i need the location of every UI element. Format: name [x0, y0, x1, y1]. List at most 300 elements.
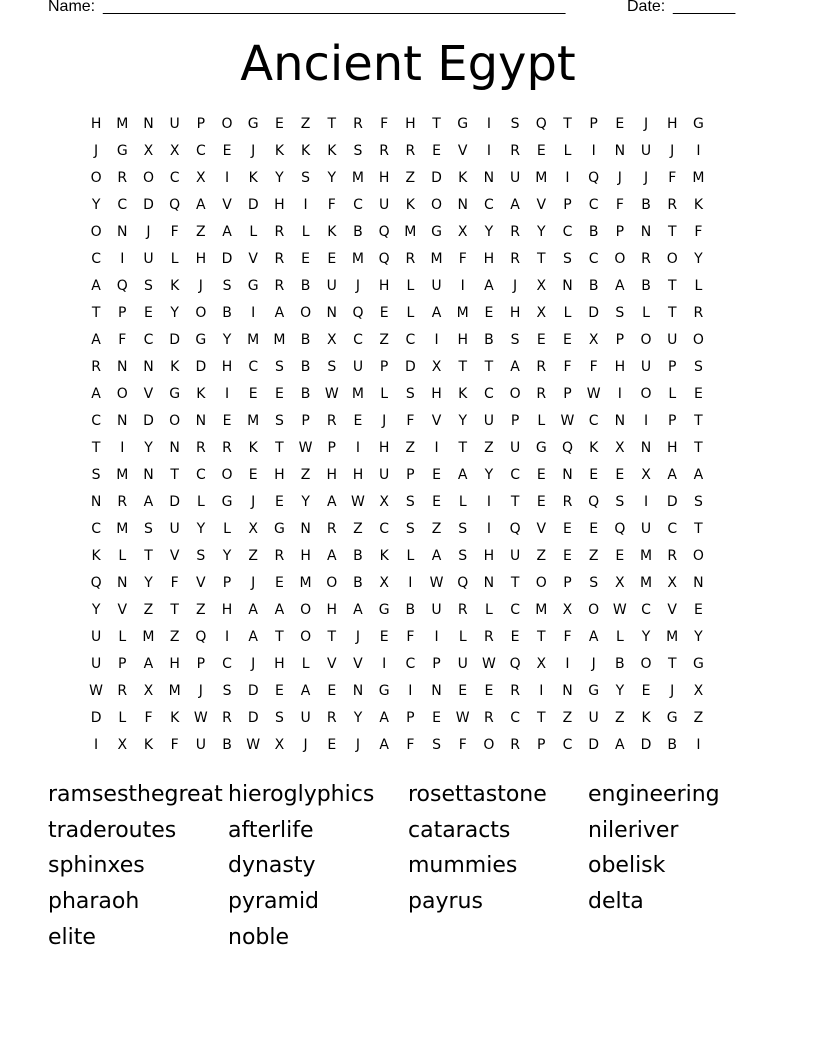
grid-letter: N [90, 494, 102, 510]
grid-letter: J [94, 143, 99, 159]
grid-letter: H [483, 251, 495, 267]
grid-letter: P [589, 116, 598, 132]
grid-row [83, 437, 712, 464]
grid-letter: S [222, 683, 232, 699]
grid-letter: B [300, 278, 311, 294]
grid-letter: C [379, 521, 390, 537]
grid-letter: F [380, 116, 389, 132]
grid-letter: M [351, 251, 365, 267]
grid-letter: L [485, 602, 493, 618]
grid-letter: M [535, 170, 548, 186]
grid-letter: Q [352, 305, 364, 321]
word-bank-item: delta [588, 889, 644, 915]
grid-letter: X [457, 224, 468, 240]
grid-letter: I [408, 575, 413, 591]
grid-letter: W [246, 737, 261, 753]
grid-letter: D [143, 413, 154, 429]
grid-letter: M [116, 521, 129, 537]
grid-letter: T [91, 440, 101, 456]
grid-letter: S [405, 494, 415, 510]
grid-letter: R [510, 251, 520, 267]
grid-letter: S [589, 575, 599, 591]
grid-letter: W [560, 413, 575, 429]
grid-letter: W [324, 386, 339, 402]
grid-letter: I [224, 170, 230, 186]
grid-letter: V [353, 656, 363, 672]
grid-row [83, 302, 712, 329]
grid-letter: G [221, 494, 233, 510]
grid-letter: R [274, 224, 285, 240]
grid-letter: O [535, 575, 547, 591]
grid-letter: V [536, 197, 547, 213]
grid-letter: B [353, 548, 363, 564]
grid-letter: Z [379, 332, 389, 348]
grid-letter: I [486, 521, 491, 537]
grid-letter: S [693, 359, 703, 375]
word-bank-item: mummies [408, 853, 518, 879]
grid-letter: F [589, 359, 598, 375]
grid-letter: F [144, 710, 153, 726]
grid-letter: A [274, 602, 285, 618]
grid-letter: T [144, 548, 153, 564]
grid-letter: E [693, 602, 703, 618]
grid-letter: O [90, 224, 102, 240]
grid-letter: C [510, 467, 520, 483]
grid-row [83, 599, 712, 626]
grid-letter: H [483, 548, 495, 564]
grid-letter: E [301, 251, 311, 267]
grid-letter: M [116, 116, 129, 132]
grid-letter: N [117, 413, 128, 429]
grid-letter: Q [378, 251, 390, 267]
grid-letter: Q [116, 278, 128, 294]
grid-letter: M [666, 629, 679, 645]
grid-letter: F [406, 629, 415, 645]
grid-letter: A [143, 656, 154, 672]
grid-letter: K [248, 170, 258, 186]
grid-letter: C [222, 656, 232, 672]
grid-letter: S [615, 494, 625, 510]
grid-letter: V [196, 575, 206, 591]
grid-letter: E [222, 413, 232, 429]
date-label: Date: [627, 0, 666, 15]
word-bank-item: engineering [588, 782, 720, 807]
grid-letter: Z [300, 116, 311, 132]
grid-letter: V [117, 602, 128, 618]
grid-letter: U [640, 359, 652, 375]
grid-letter: B [484, 332, 494, 348]
grid-letter: O [221, 116, 233, 132]
grid-letter: E [274, 116, 284, 132]
grid-letter: T [170, 467, 179, 483]
grid-letter: R [667, 197, 678, 213]
grid-letter: K [641, 710, 651, 726]
grid-letter: C [641, 602, 651, 618]
grid-letter: S [144, 278, 153, 294]
grid-letter: N [300, 521, 311, 537]
grid-letter: R [117, 494, 128, 510]
grid-letter: C [510, 602, 520, 618]
grid-letter: I [120, 440, 125, 456]
grid-letter: L [563, 305, 572, 321]
page-title: Ancient Egypt [240, 36, 576, 92]
grid-letter: S [693, 494, 703, 510]
grid-letter: J [591, 656, 596, 672]
grid-letter: B [667, 737, 678, 753]
grid-letter: E [563, 548, 572, 564]
grid-letter: M [142, 629, 155, 645]
grid-letter: I [696, 143, 701, 159]
grid-letter: R [484, 629, 494, 645]
grid-letter: M [247, 413, 260, 429]
grid-letter: R [536, 386, 547, 402]
grid-letter: E [248, 386, 258, 402]
grid-row [83, 518, 712, 545]
grid-letter: R [353, 116, 363, 132]
grid-letter: E [274, 575, 284, 591]
grid-letter: S [144, 521, 153, 537]
grid-letter: D [588, 305, 600, 321]
grid-letter: T [510, 494, 520, 510]
grid-letter: O [326, 575, 338, 591]
grid-letter: T [327, 629, 337, 645]
grid-letter: T [458, 440, 467, 456]
grid-row [83, 140, 712, 167]
grid-letter: D [404, 359, 416, 375]
grid-letter: O [588, 602, 600, 618]
grid-letter: U [143, 251, 154, 267]
grid-letter: U [457, 656, 468, 672]
grid-letter: X [274, 737, 285, 753]
grid-letter: I [434, 332, 439, 348]
grid-letter: E [536, 332, 546, 348]
grid-row [83, 734, 712, 761]
grid-letter: P [667, 359, 677, 375]
grid-letter: O [300, 629, 312, 645]
word-bank-item: ramsesthegreat [48, 782, 223, 807]
grid-letter: M [639, 575, 653, 591]
grid-letter: O [221, 467, 233, 483]
grid-letter: S [510, 332, 520, 348]
grid-letter: P [379, 359, 389, 375]
grid-letter: Q [588, 170, 600, 186]
grid-letter: Y [91, 602, 101, 618]
grid-letter: Z [693, 710, 704, 726]
grid-letter: N [693, 575, 704, 591]
grid-letter: E [327, 737, 337, 753]
grid-letter: E [536, 143, 546, 159]
grid-letter: C [91, 251, 101, 267]
grid-letter: Z [405, 440, 416, 456]
grid-letter: V [457, 143, 468, 159]
grid-letter: K [458, 386, 468, 402]
grid-letter: B [222, 737, 232, 753]
grid-letter: X [379, 575, 389, 591]
grid-letter: F [563, 629, 572, 645]
grid-letter: L [458, 494, 467, 510]
word-row [48, 887, 788, 923]
grid-letter: A [353, 602, 363, 618]
grid-letter: H [378, 278, 390, 294]
grid-letter: J [670, 683, 675, 699]
grid-letter: T [537, 710, 546, 726]
grid-letter: D [221, 251, 233, 267]
grid-letter: G [378, 683, 390, 699]
grid-letter: J [617, 170, 622, 186]
grid-letter: E [379, 629, 389, 645]
grid-letter: H [326, 467, 338, 483]
grid-letter: S [274, 359, 284, 375]
grid-letter: R [326, 521, 337, 537]
grid-letter: R [379, 143, 390, 159]
grid-letter: L [406, 548, 415, 564]
grid-letter: T [275, 440, 284, 456]
grid-letter: C [195, 143, 206, 159]
grid-letter: T [432, 116, 441, 132]
grid-letter: I [643, 413, 649, 429]
grid-letter: I [565, 170, 570, 186]
grid-letter: L [563, 143, 572, 159]
grid-row [83, 410, 712, 437]
grid-letter: M [168, 683, 181, 699]
grid-letter: C [91, 413, 101, 429]
grid-letter: L [380, 386, 389, 402]
word-row [48, 780, 788, 816]
grid-letter: Q [561, 440, 573, 456]
grid-letter: B [300, 359, 311, 375]
grid-letter: N [614, 413, 626, 429]
grid-letter: W [429, 575, 444, 591]
grid-letter: I [303, 197, 308, 213]
grid-letter: Y [458, 413, 467, 429]
grid-letter: Y [144, 440, 153, 456]
grid-letter: S [222, 278, 232, 294]
grid-letter: J [251, 143, 256, 159]
grid-letter: Y [641, 629, 651, 645]
grid-letter: A [248, 602, 258, 618]
grid-letter: S [274, 413, 284, 429]
grid-letter: F [615, 197, 624, 213]
grid-letter: R [536, 359, 547, 375]
grid-letter: P [537, 737, 546, 753]
grid-letter: X [143, 143, 154, 159]
grid-letter: N [640, 440, 652, 456]
grid-letter: C [405, 332, 416, 348]
name-blank[interactable]: _______________________________________________________ [103, 0, 565, 15]
grid-letter: O [614, 251, 626, 267]
grid-letter: F [458, 251, 467, 267]
grid-letter: T [484, 359, 494, 375]
grid-letter: R [117, 683, 128, 699]
grid-letter: A [196, 197, 206, 213]
grid-letter: S [432, 737, 441, 753]
grid-letter: A [510, 197, 520, 213]
grid-row [83, 275, 712, 302]
grid-letter: V [143, 386, 154, 402]
grid-letter: L [118, 629, 127, 645]
grid-letter: M [116, 467, 129, 483]
grid-letter: X [536, 305, 547, 321]
grid-letter: U [431, 602, 442, 618]
grid-letter: X [667, 575, 678, 591]
grid-letter: X [693, 683, 704, 699]
grid-letter: Y [275, 170, 284, 186]
grid-letter: R [274, 548, 285, 564]
grid-letter: V [248, 251, 258, 267]
grid-letter: T [667, 305, 677, 321]
grid-letter: H [352, 467, 364, 483]
grid-letter: T [510, 575, 520, 591]
grid-letter: Q [535, 116, 547, 132]
grid-letter: W [351, 494, 365, 510]
grid-letter: U [326, 278, 337, 294]
grid-letter: Q [509, 656, 521, 672]
grid-letter: J [198, 278, 203, 294]
grid-letter: E [563, 521, 572, 537]
grid-letter: Y [694, 629, 703, 645]
grid-letter: W [193, 710, 208, 726]
grid-row [83, 194, 712, 221]
grid-letter: B [222, 305, 232, 321]
grid-letter: P [563, 386, 572, 402]
grid-letter: E [144, 305, 153, 321]
grid-letter: V [326, 656, 337, 672]
grid-letter: I [382, 656, 387, 672]
grid-letter: E [222, 143, 232, 159]
grid-letter: I [617, 386, 622, 402]
grid-letter: X [248, 521, 259, 537]
grid-letter: B [300, 386, 311, 402]
grid-letter: K [170, 278, 180, 294]
grid-letter: L [458, 629, 467, 645]
grid-letter: Y [222, 548, 232, 564]
grid-letter: M [430, 251, 443, 267]
grid-letter: Y [222, 332, 232, 348]
grid-letter: L [118, 548, 127, 564]
grid-letter: F [170, 224, 179, 240]
grid-letter: H [221, 359, 233, 375]
word-bank-item: rosettastone [408, 782, 547, 807]
grid-letter: A [693, 467, 704, 483]
grid-letter: L [301, 224, 310, 240]
grid-letter: C [588, 251, 599, 267]
letter-grid [83, 113, 712, 761]
grid-letter: L [406, 278, 415, 294]
grid-letter: V [667, 602, 677, 618]
grid-letter: C [588, 197, 599, 213]
grid-letter: O [116, 386, 128, 402]
grid-row [83, 626, 712, 653]
grid-letter: M [299, 575, 312, 591]
grid-letter: I [251, 305, 256, 321]
grid-letter: Y [91, 197, 101, 213]
grid-letter: Y [484, 467, 494, 483]
grid-letter: O [640, 386, 652, 402]
grid-letter: L [223, 521, 231, 537]
grid-letter: H [378, 170, 390, 186]
word-bank-item: pyramid [228, 889, 320, 915]
grid-letter: Z [615, 710, 625, 726]
grid-letter: K [301, 143, 311, 159]
grid-letter: J [670, 143, 675, 159]
grid-letter: J [146, 224, 151, 240]
grid-letter: U [509, 548, 521, 564]
grid-letter: X [536, 278, 547, 294]
grid-letter: P [563, 575, 572, 591]
grid-letter: F [668, 170, 677, 186]
grid-letter: E [510, 629, 520, 645]
grid-letter: Z [248, 548, 259, 564]
grid-letter: O [692, 332, 704, 348]
word-bank-item: obelisk [588, 853, 666, 879]
grid-letter: H [431, 386, 442, 402]
grid-letter: A [326, 494, 337, 510]
grid-letter: K [327, 224, 337, 240]
grid-letter: T [91, 305, 101, 321]
grid-letter: P [327, 440, 336, 456]
name-label: Name: [48, 0, 96, 15]
grid-row [83, 572, 712, 599]
grid-letter: I [565, 656, 570, 672]
grid-letter: H [90, 116, 102, 132]
word-bank-item: payrus [408, 889, 483, 915]
grid-letter: A [143, 494, 154, 510]
grid-letter: N [117, 575, 128, 591]
grid-letter: J [251, 575, 256, 591]
grid-letter: D [247, 710, 259, 726]
grid-row [83, 464, 712, 491]
grid-letter: P [563, 197, 572, 213]
date-blank[interactable]: _______ [673, 0, 736, 15]
grid-letter: N [143, 359, 154, 375]
grid-letter: L [694, 278, 703, 294]
grid-letter: U [431, 278, 442, 294]
grid-letter: E [641, 683, 651, 699]
grid-letter: N [326, 305, 338, 321]
grid-letter: W [612, 602, 627, 618]
grid-letter: E [274, 494, 284, 510]
grid-letter: G [378, 602, 390, 618]
grid-letter: G [273, 521, 285, 537]
grid-letter: H [274, 467, 285, 483]
grid-letter: A [300, 683, 311, 699]
grid-letter: J [643, 170, 649, 186]
grid-letter: E [432, 143, 441, 159]
grid-letter: J [198, 683, 203, 699]
grid-letter: A [615, 278, 625, 294]
grid-letter: C [405, 656, 416, 672]
grid-letter: B [300, 332, 311, 348]
grid-letter: B [588, 224, 599, 240]
grid-letter: F [170, 575, 179, 591]
grid-letter: Z [196, 602, 206, 618]
grid-letter: O [640, 332, 652, 348]
grid-letter: Q [588, 494, 600, 510]
grid-letter: P [196, 656, 206, 672]
grid-letter: I [224, 629, 230, 645]
grid-letter: H [378, 440, 390, 456]
grid-letter: D [588, 737, 600, 753]
grid-letter: F [170, 737, 179, 753]
grid-letter: R [326, 710, 337, 726]
grid-letter: L [668, 386, 677, 402]
grid-letter: U [379, 197, 390, 213]
grid-letter: U [509, 170, 521, 186]
grid-row [83, 356, 712, 383]
grid-letter: Y [327, 170, 337, 186]
grid-letter: Q [169, 197, 181, 213]
word-row [48, 923, 788, 959]
